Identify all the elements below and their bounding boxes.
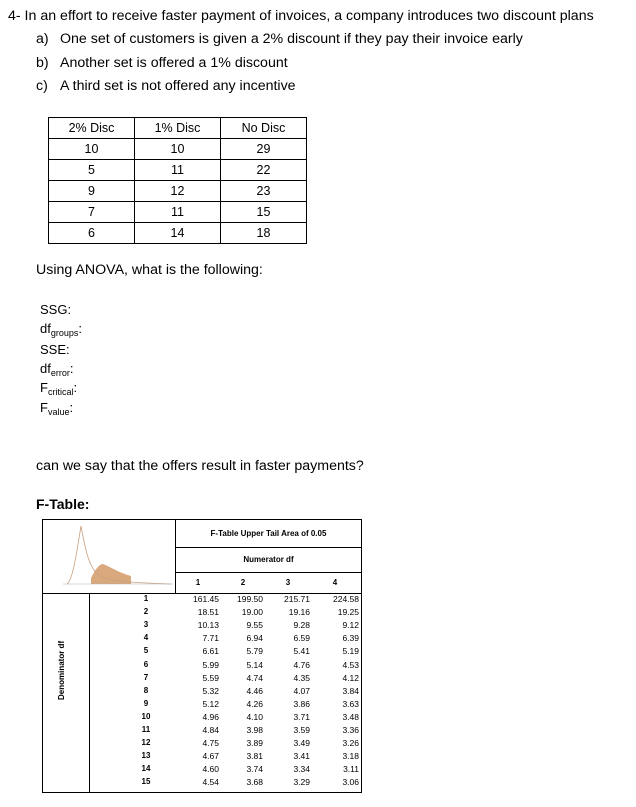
- f-critical-value: 5.99: [202, 659, 219, 670]
- f-critical-value: 4.76: [293, 659, 310, 670]
- f-critical-value: 6.94: [246, 633, 263, 644]
- f-critical-value: 3.63: [342, 698, 359, 709]
- f-critical-value: 3.59: [293, 725, 310, 735]
- f-critical-value: 4.35: [293, 672, 310, 683]
- f-critical-value: 5.41: [293, 646, 310, 657]
- denominator-df: 13: [141, 751, 151, 761]
- f-table: [42, 519, 362, 793]
- f-critical-value: 4.67: [202, 751, 219, 762]
- f-critical-value: 7.71: [202, 633, 219, 644]
- f-critical-value: 6.59: [293, 633, 310, 644]
- denominator-df: 14: [141, 764, 151, 774]
- f-critical-value: 4.54: [202, 777, 219, 788]
- f-critical-value: 4.60: [202, 764, 219, 775]
- numerator-col-3: 3: [285, 578, 291, 587]
- f-critical-value: 3.81: [246, 751, 263, 762]
- f-critical-value: 161.45: [193, 594, 219, 604]
- f-critical-value: 5.79: [246, 646, 263, 657]
- column-header: 2% Disc: [49, 118, 135, 139]
- f-critical-value: 10.13: [197, 620, 219, 631]
- faster-payments-question: can we say that the offers result in faster payments?: [36, 458, 364, 474]
- f-critical-value: 3.18: [342, 751, 359, 762]
- f-critical-value: 9.55: [246, 620, 263, 631]
- f-critical-value: 3.71: [293, 711, 310, 722]
- question-title: 4- In an effort to receive faster payment of invoices, a company introduces two discount plans: [8, 8, 594, 24]
- table-cell: 6: [49, 223, 135, 244]
- denominator-df: 10: [141, 711, 151, 721]
- f-critical-value: 3.49: [293, 738, 310, 749]
- f-critical-value: 6.39: [342, 633, 359, 644]
- f-critical-value: 3.89: [246, 738, 263, 749]
- df-error-label: $df_{error}$:: [40, 361, 74, 378]
- f-critical-value: 3.11: [343, 764, 359, 775]
- denominator-df: 11: [141, 725, 151, 734]
- option-label: a): [36, 31, 49, 47]
- f-critical-value: 4.12: [342, 672, 359, 683]
- table-cell: 11: [135, 202, 221, 223]
- ftable-header-numerator: Numerator df: [176, 548, 361, 573]
- f-critical-value: 215.71: [284, 594, 310, 604]
- table-row: [49, 139, 307, 160]
- denominator-df: 6: [143, 659, 149, 669]
- f-critical-value: 4.10: [246, 711, 263, 722]
- f-critical-value: 199.50: [237, 594, 263, 604]
- f-critical-value: 3.86: [293, 698, 310, 709]
- option-label: b): [36, 55, 49, 71]
- table-cell: 14: [135, 223, 221, 244]
- numerator-col-1: 1: [195, 578, 201, 587]
- f-critical-value: 19.00: [241, 607, 263, 618]
- denominator-label: Denominator df: [57, 640, 66, 700]
- table-cell: 9: [49, 181, 135, 202]
- denominator-df: 15: [141, 777, 151, 787]
- f-critical-value: 3.26: [342, 738, 359, 749]
- table-row: [49, 181, 307, 202]
- option-text: A third set is not offered any incentive: [60, 78, 296, 94]
- table-cell: 23: [221, 181, 307, 202]
- f-critical-value: 3.29: [293, 777, 310, 788]
- f-critical-value: 5.19: [342, 646, 359, 657]
- f-critical-value: 3.84: [342, 685, 359, 696]
- f-value-label: $F_{value}$:: [40, 400, 74, 417]
- denominator-df: 5: [143, 646, 149, 656]
- denominator-df: 3: [143, 620, 149, 630]
- f-critical-value: 3.68: [246, 777, 263, 788]
- option-a: [36, 31, 523, 47]
- f-critical-value: 3.41: [293, 751, 310, 762]
- f-critical-value: 3.48: [342, 711, 359, 722]
- f-critical-value: 4.96: [202, 711, 219, 722]
- f-critical-label: $F_{critical}$:: [40, 380, 78, 397]
- f-critical-value: 4.84: [202, 725, 219, 735]
- table-cell: 15: [221, 202, 307, 223]
- f-critical-value: 5.14: [246, 659, 263, 670]
- df-groups-label: $df_{groups}$:: [40, 321, 82, 338]
- f-critical-value: 4.53: [342, 659, 359, 670]
- table-row: [49, 223, 307, 244]
- sse-label: SSE:: [40, 342, 70, 357]
- f-critical-value: 9.12: [342, 620, 359, 631]
- ftable-header-upper-tail: F-Table Upper Tail Area of 0.05: [176, 520, 361, 548]
- f-critical-value: 4.74: [246, 672, 263, 683]
- f-critical-value: 224.58: [333, 594, 359, 604]
- denominator-divider: [89, 594, 90, 792]
- option-b: [36, 55, 288, 71]
- f-critical-value: 5.32: [202, 685, 219, 696]
- table-cell: 10: [49, 139, 135, 160]
- table-cell: 5: [49, 160, 135, 181]
- table-cell: 29: [221, 139, 307, 160]
- table-row: [49, 202, 307, 223]
- f-critical-value: 3.34: [293, 764, 310, 775]
- option-c: [36, 78, 296, 94]
- denominator-df: 12: [141, 738, 151, 748]
- f-critical-value: 4.46: [246, 685, 263, 696]
- table-row: [49, 160, 307, 181]
- f-critical-value: 3.06: [342, 777, 359, 788]
- f-critical-value: 3.98: [246, 725, 263, 735]
- f-critical-value: 5.12: [202, 698, 219, 709]
- column-header: 1% Disc: [135, 118, 221, 139]
- table-cell: 22: [221, 160, 307, 181]
- denominator-df: 1: [143, 594, 149, 603]
- f-critical-value: 4.07: [293, 685, 310, 696]
- f-critical-value: 4.26: [246, 698, 263, 709]
- anova-prompt: Using ANOVA, what is the following:: [36, 262, 263, 278]
- f-critical-value: 18.51: [197, 607, 219, 618]
- denominator-df: 2: [143, 607, 149, 617]
- denominator-df: 9: [143, 698, 149, 708]
- ssg-label: SSG:: [40, 302, 72, 317]
- table-cell: 18: [221, 223, 307, 244]
- table-cell: 12: [135, 181, 221, 202]
- ftable-title: F-Table:: [36, 496, 90, 512]
- table-header-row: [49, 118, 307, 139]
- denominator-df: 7: [143, 672, 149, 682]
- f-critical-value: 6.61: [202, 646, 219, 657]
- table-cell: 10: [135, 139, 221, 160]
- f-critical-value: 5.59: [202, 672, 219, 683]
- f-critical-value: 9.28: [293, 620, 310, 631]
- numerator-col-2: 2: [240, 578, 246, 587]
- denominator-df: 4: [143, 633, 149, 643]
- option-text: Another set is offered a 1% discount: [60, 55, 288, 71]
- f-critical-value: 4.75: [202, 738, 219, 749]
- discount-table: [48, 117, 307, 244]
- option-text: One set of customers is given a 2% discount if they pay their invoice early: [60, 31, 523, 47]
- column-header: No Disc: [221, 118, 307, 139]
- f-critical-value: 3.36: [342, 725, 359, 735]
- denominator-df: 8: [143, 685, 149, 695]
- table-cell: 11: [135, 160, 221, 181]
- f-critical-value: 19.16: [288, 607, 310, 618]
- f-critical-value: 3.74: [246, 764, 263, 775]
- numerator-col-4: 4: [332, 578, 338, 587]
- f-critical-value: 19.25: [337, 607, 359, 618]
- f-distribution-curve: [43, 520, 176, 593]
- option-label: c): [36, 78, 48, 94]
- table-cell: 7: [49, 202, 135, 223]
